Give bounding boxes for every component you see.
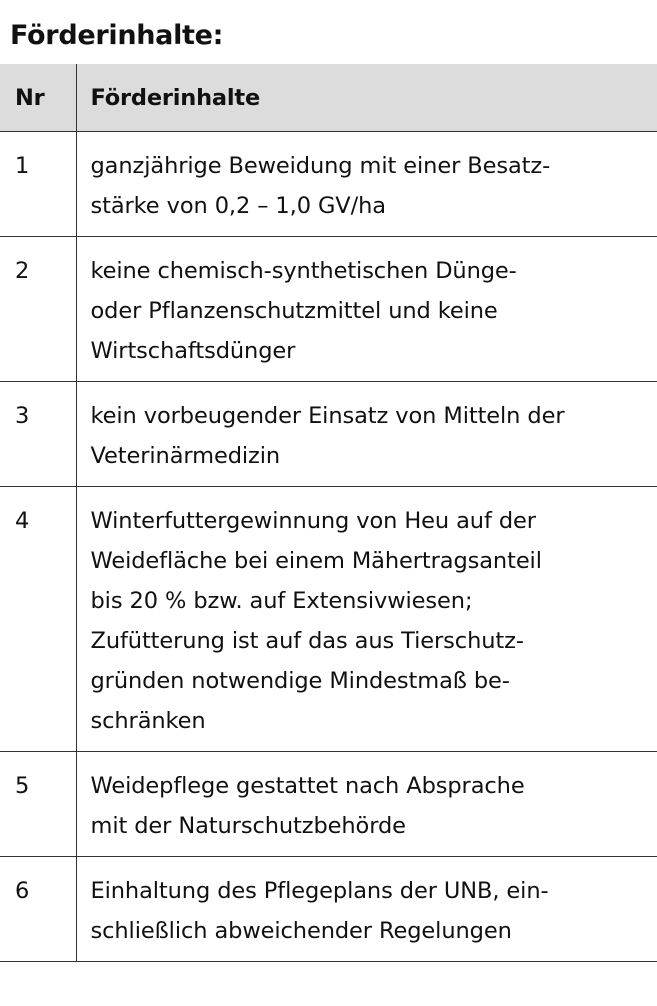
- funding-table: [0, 64, 657, 962]
- content-line: keine chemisch-synthetischen Dünge-: [90, 258, 517, 284]
- content-line: Weidepflege gestattet nach Absprache: [90, 773, 525, 799]
- content-line: Zufütterung ist auf das aus Tierschutz-: [90, 628, 524, 654]
- row-content: [76, 752, 657, 857]
- content-line: gründen notwendige Mindestmaß be-: [90, 668, 510, 694]
- row-number: 4: [0, 487, 76, 752]
- content-line: Winterfuttergewinnung von Heu auf der: [90, 508, 536, 534]
- table-body: [0, 132, 657, 962]
- table-row: [0, 237, 657, 382]
- content-line: schränken: [90, 708, 206, 734]
- row-content: [76, 487, 657, 752]
- content-line: mit der Naturschutzbehörde: [90, 813, 406, 839]
- content-line: Wirtschaftsdünger: [90, 338, 296, 364]
- content-line: Weidefläche bei einem Mähertragsanteil: [90, 548, 542, 574]
- row-content: [76, 382, 657, 487]
- content-line: schließlich abweichender Regelungen: [90, 918, 512, 944]
- row-content: [76, 132, 657, 237]
- table-row: [0, 382, 657, 487]
- row-number: 1: [0, 132, 76, 237]
- table-row: [0, 857, 657, 962]
- row-content: [76, 857, 657, 962]
- content-line: kein vorbeugender Einsatz von Mitteln der: [90, 403, 565, 429]
- header-row: [0, 64, 657, 132]
- row-number: 3: [0, 382, 76, 487]
- column-header-content: Förderinhalte: [76, 64, 657, 132]
- content-line: Einhaltung des Pflegeplans der UNB, ein-: [90, 878, 549, 904]
- row-number: 5: [0, 752, 76, 857]
- table-row: [0, 487, 657, 752]
- content-line: oder Pflanzenschutzmittel und keine: [90, 298, 498, 324]
- table-row: [0, 132, 657, 237]
- table-row: [0, 752, 657, 857]
- content-line: stärke von 0,2 – 1,0 GV/ha: [90, 193, 386, 219]
- row-number: 6: [0, 857, 76, 962]
- row-content: [76, 237, 657, 382]
- table-header: [0, 64, 657, 132]
- content-line: bis 20 % bzw. auf Extensivwiesen;: [90, 588, 473, 614]
- content-line: Veterinärmedizin: [90, 443, 281, 469]
- content-line: ganzjährige Beweidung mit einer Besatz-: [90, 153, 551, 179]
- row-number: 2: [0, 237, 76, 382]
- column-header-nr: Nr: [0, 64, 76, 132]
- page-title: Förderinhalte:: [10, 20, 224, 51]
